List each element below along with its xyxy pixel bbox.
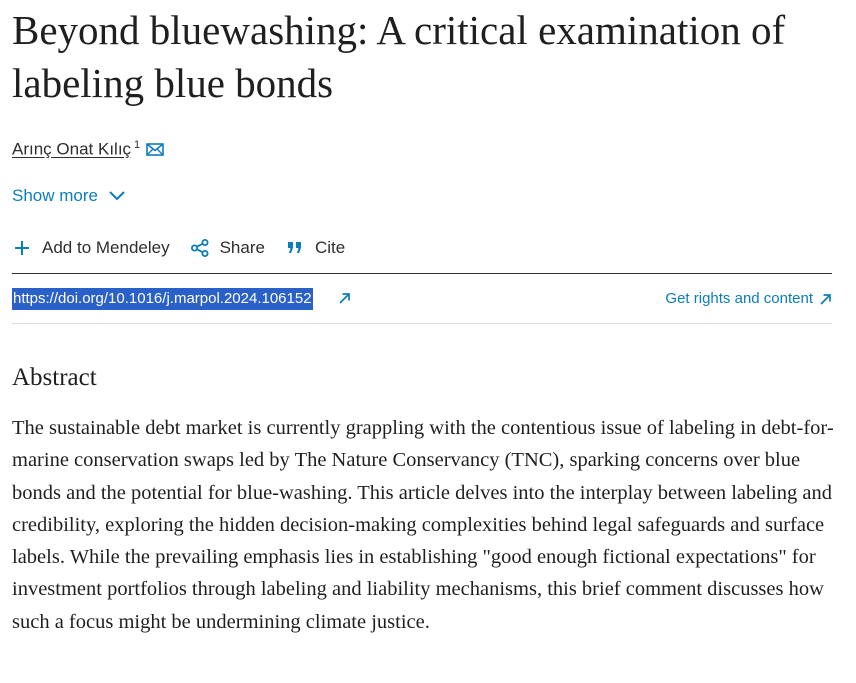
chevron-down-icon xyxy=(108,190,126,202)
abstract-heading: Abstract xyxy=(12,364,97,391)
abstract-text: The sustainable debt market is currently grappling with the contentious issue of labeling in debt-for-marine conservation swaps led by The Nature Conservancy (TNC), sparking concerns over blue bonds and the potential for blue-washing. This article delves into the interplay between labeling and credibility, exploring the hidden decision-making complexities behind legal safeguards and surface labels. While the prevailing emphasis lies in establishing "good enough fictional expectations" for investment portfolios through labeling and liability mechanisms, this brief comment discusses how such a focus might be undermining climate justice. xyxy=(12,417,834,633)
add-to-mendeley-label: Add to Mendeley xyxy=(42,238,170,257)
article-title: Beyond bluewashing: A critical examination of labeling blue bonds xyxy=(12,7,786,106)
get-rights-label: Get rights and content xyxy=(665,290,813,307)
affiliation-ref: 1 xyxy=(134,138,141,151)
external-link-icon xyxy=(819,293,832,306)
show-more-button[interactable] xyxy=(12,186,126,206)
external-link-icon xyxy=(338,292,351,305)
share-button[interactable] xyxy=(190,238,265,258)
doi-row xyxy=(12,288,832,312)
article-actions xyxy=(12,238,365,258)
doi-link[interactable]: https://doi.org/10.1016/j.marpol.2024.106152 xyxy=(12,288,313,310)
divider xyxy=(12,273,832,274)
share-icon xyxy=(190,238,210,258)
author-link[interactable] xyxy=(12,139,140,160)
divider xyxy=(12,323,832,324)
show-more-label: Show more xyxy=(12,186,98,205)
author-list xyxy=(12,134,164,164)
author-name: Arınç Onat Kılıç xyxy=(12,139,132,159)
quote-icon xyxy=(285,238,305,258)
plus-icon xyxy=(12,238,32,258)
envelope-icon[interactable] xyxy=(146,141,164,157)
get-rights-link[interactable] xyxy=(665,288,832,310)
add-to-mendeley-button[interactable] xyxy=(12,238,170,258)
share-label: Share xyxy=(219,238,265,257)
cite-button[interactable] xyxy=(285,238,345,258)
cite-label: Cite xyxy=(314,238,346,257)
